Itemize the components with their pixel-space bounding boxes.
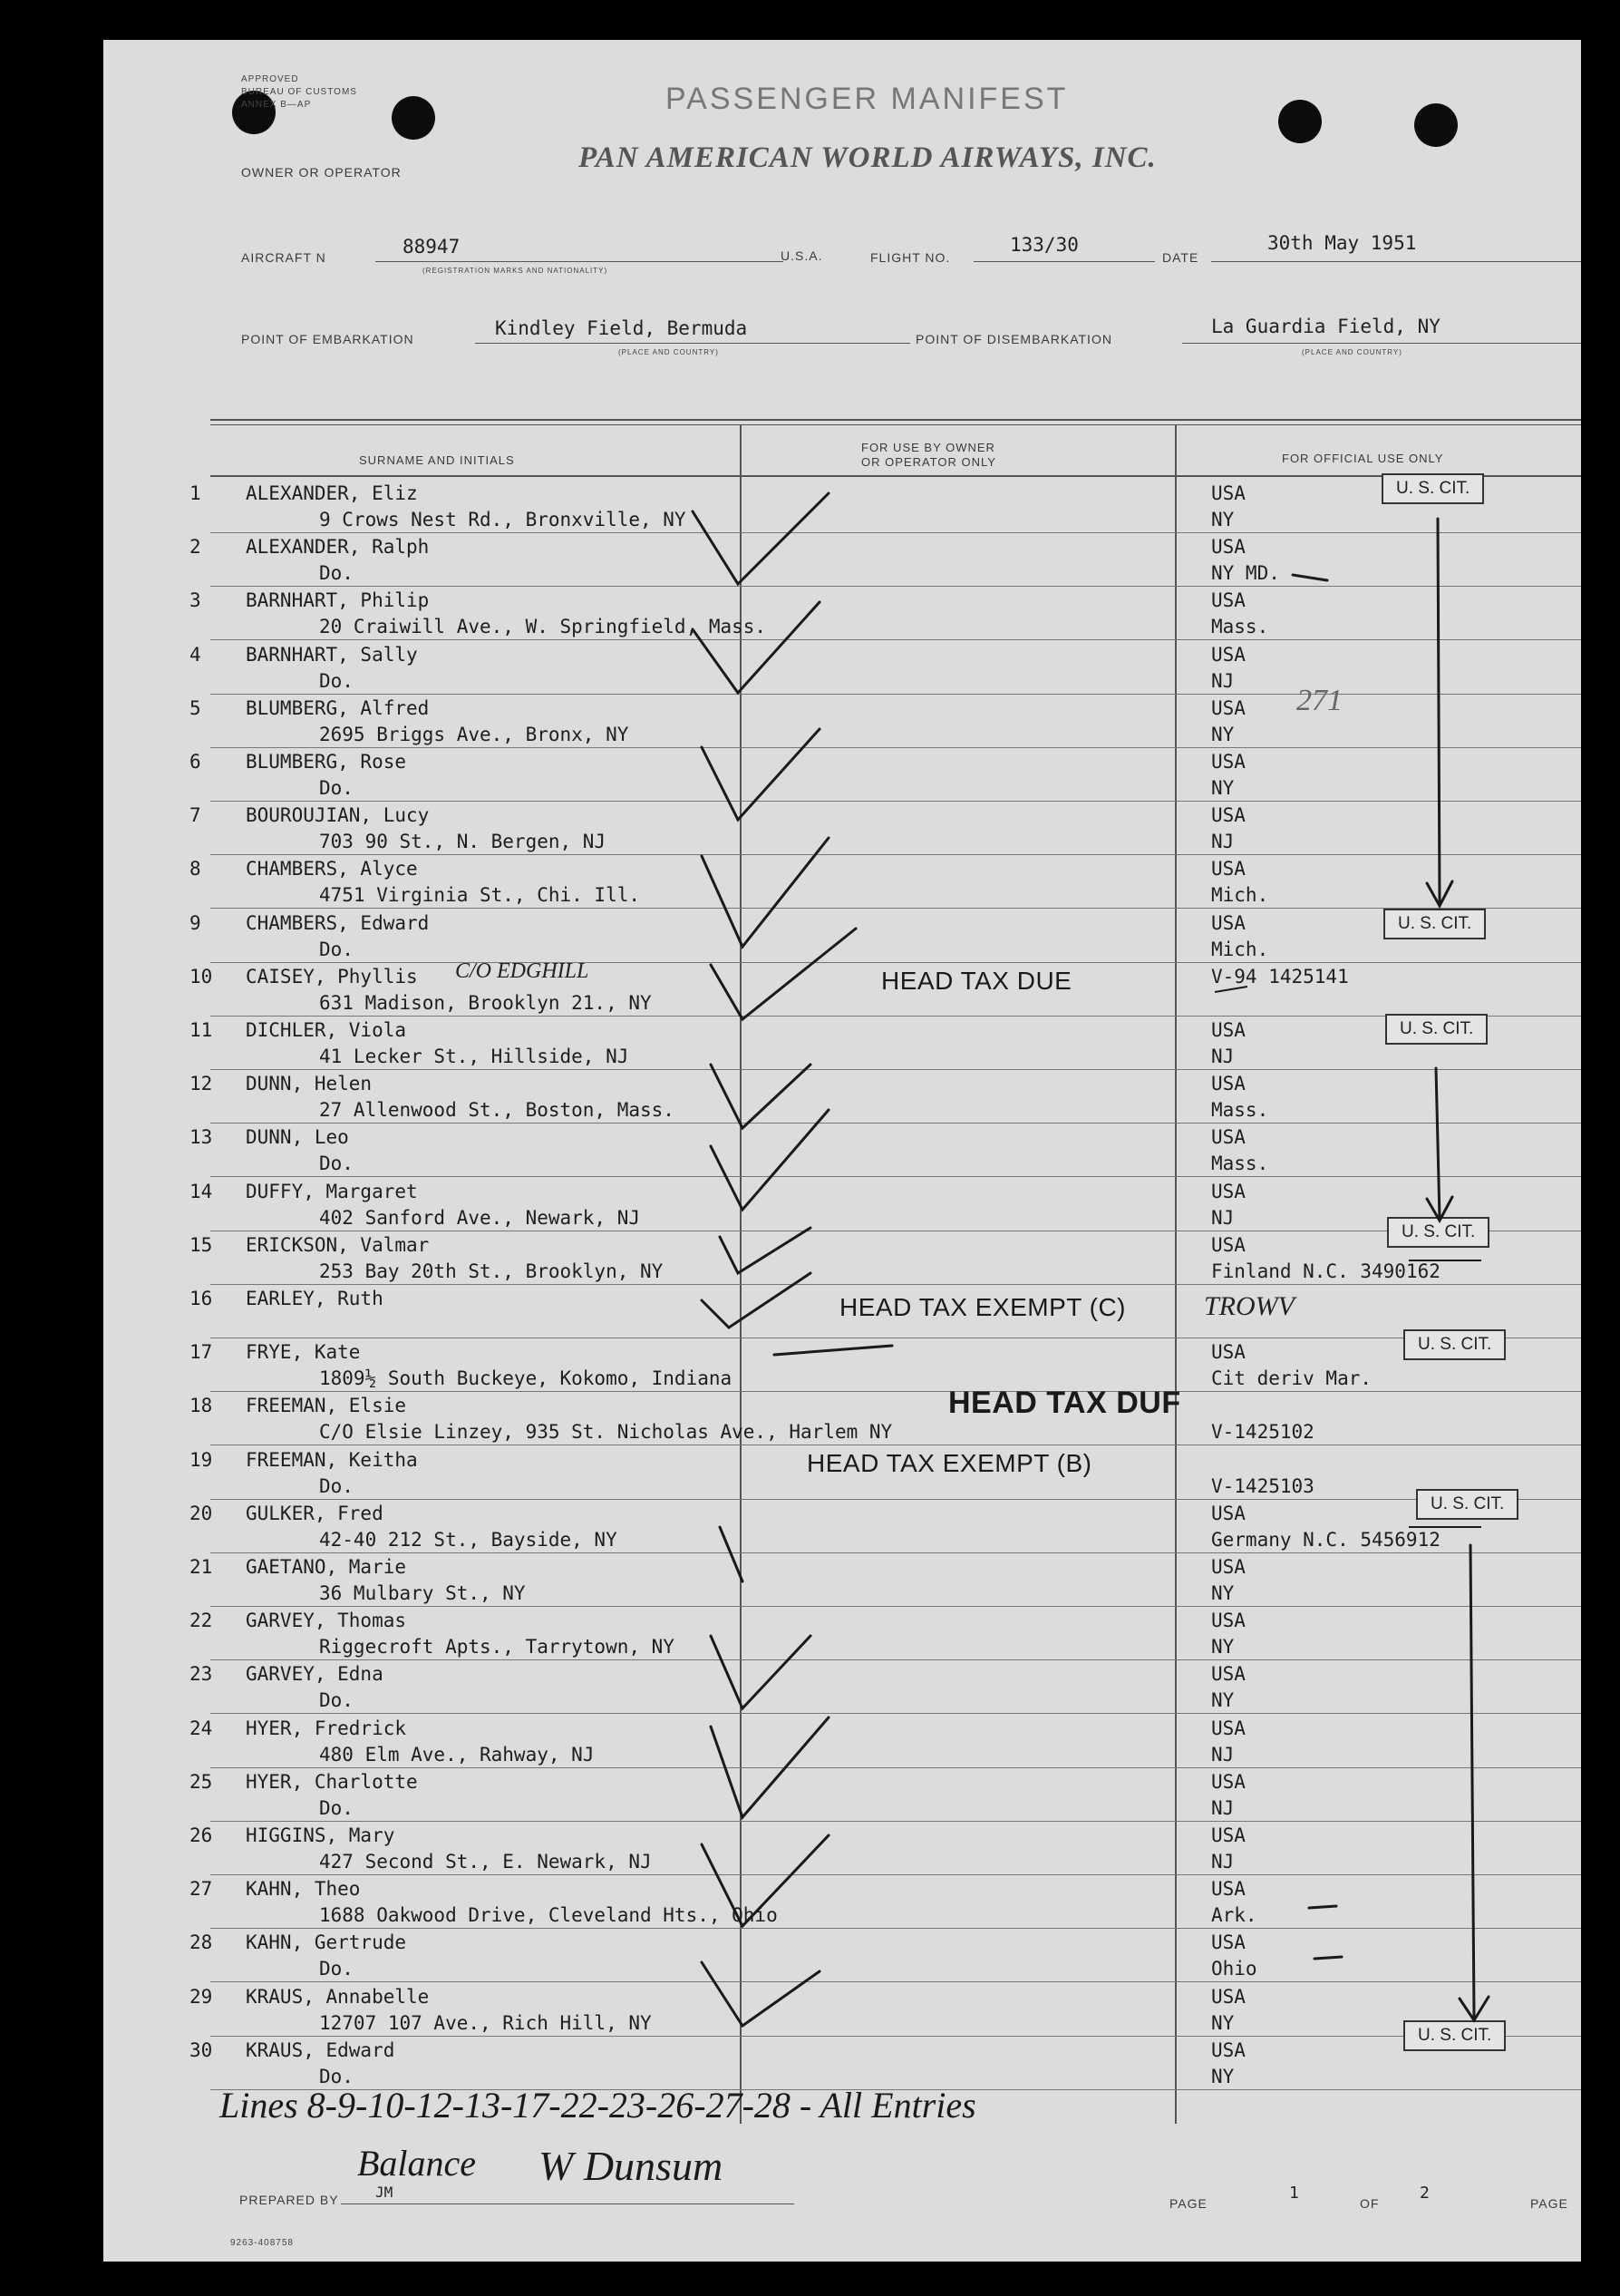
official-state: NY [1211, 777, 1235, 799]
official-nationality: USA [1211, 751, 1246, 773]
passenger-number: 4 [189, 643, 201, 666]
passenger-name: DUNN, Helen [246, 1073, 373, 1095]
passenger-name: KAHN, Theo [246, 1878, 361, 1901]
us-cit-stamp-2: U. S. CIT. [1383, 909, 1486, 939]
of-label: OF [1360, 2196, 1380, 2211]
official-nationality: USA [1211, 1610, 1246, 1632]
official-state: NY [1211, 2011, 1235, 2034]
passenger-number: 25 [189, 1770, 213, 1793]
passenger-number: 29 [189, 1985, 213, 2008]
official-state: NJ [1211, 1743, 1235, 1766]
embarkation-label: POINT OF EMBARKATION [241, 332, 414, 346]
official-state: NY MD. [1211, 562, 1280, 585]
handwritten-edghill: C/O EDGHILL [455, 959, 589, 983]
passenger-number: 13 [189, 1126, 213, 1149]
passenger-address: Do. [319, 669, 354, 692]
official-state: Ark. [1211, 1904, 1257, 1927]
official-nationality: USA [1211, 1556, 1246, 1578]
date-label: DATE [1162, 250, 1199, 265]
official-nationality: USA [1211, 858, 1246, 880]
aircraft-value: 88947 [403, 236, 461, 258]
official-nationality: USA [1211, 1985, 1246, 2008]
passenger-name: DUNN, Leo [246, 1126, 349, 1149]
handwritten-271: 271 [1296, 684, 1343, 717]
col-owner-header-2: OR OPERATOR ONLY [861, 455, 996, 469]
official-state: V-1425102 [1211, 1421, 1314, 1444]
passenger-name: DICHLER, Viola [246, 1019, 407, 1041]
head-tax-exempt-c-stamp: HEAD TAX EXEMPT (C) [839, 1293, 1126, 1321]
official-state: Mich. [1211, 884, 1269, 907]
passenger-address: 4751 Virginia St., Chi. Ill. [319, 884, 641, 907]
official-nationality: USA [1211, 1341, 1246, 1364]
handwritten-signature: W Dunsum [538, 2143, 723, 2189]
handwritten-line-notes: Lines 8-9-10-12-13-17-22-23-26-27-28 - All Entries [219, 2085, 976, 2126]
passenger-address: 36 Mulbary St., NY [319, 1582, 526, 1604]
approved-stamp-line-2: BUREAU OF CUSTOMS [241, 87, 357, 97]
passenger-name: BARNHART, Sally [246, 643, 418, 666]
passenger-number: 22 [189, 1610, 213, 1632]
passenger-name: ERICKSON, Valmar [246, 1233, 430, 1256]
passenger-number: 11 [189, 1019, 213, 1041]
passenger-address: 2695 Briggs Ave., Bronx, NY [319, 723, 629, 745]
page-title: PASSENGER MANIFEST [665, 82, 1069, 116]
official-nationality: USA [1211, 1663, 1246, 1686]
official-nationality: USA [1211, 536, 1246, 559]
flight-value: 133/30 [1010, 234, 1079, 256]
official-state: NY [1211, 1636, 1235, 1659]
head-tax-due-stamp-1: HEAD TAX DUE [881, 967, 1072, 995]
official-state: NJ [1211, 831, 1235, 853]
official-nationality: USA [1211, 589, 1246, 612]
official-state: NJ [1211, 669, 1235, 692]
passenger-number: 18 [189, 1395, 213, 1417]
passenger-name: GARVEY, Edna [246, 1663, 383, 1686]
passenger-name: BLUMBERG, Alfred [246, 696, 430, 719]
official-state: NJ [1211, 1851, 1235, 1873]
official-nationality: USA [1211, 1019, 1246, 1041]
passenger-name: CHAMBERS, Edward [246, 911, 430, 934]
passenger-number: 6 [189, 751, 201, 773]
official-state: NY [1211, 1582, 1235, 1604]
passenger-name: HYER, Fredrick [246, 1717, 407, 1739]
official-nationality: USA [1211, 1717, 1246, 1739]
passenger-name: HIGGINS, Mary [246, 1824, 395, 1846]
passenger-name: FREEMAN, Elsie [246, 1395, 407, 1417]
passenger-number: 19 [189, 1448, 213, 1471]
col-official-header: FOR OFFICIAL USE ONLY [1282, 452, 1444, 465]
passenger-address: 12707 107 Ave., Rich Hill, NY [319, 2011, 652, 2034]
approved-stamp-line-1: APPROVED [241, 74, 299, 84]
passenger-address: 1688 Oakwood Drive, Cleveland Hts., Ohio [319, 1904, 778, 1927]
passenger-address: Do. [319, 1474, 354, 1497]
manifest-sheet [103, 40, 1581, 2262]
prepared-by-label: PREPARED BY [239, 2193, 339, 2207]
embarkation-sublabel: (PLACE AND COUNTRY) [618, 348, 719, 356]
handwritten-balance: Balance [357, 2143, 477, 2184]
passenger-address: 20 Craiwill Ave., W. Springfield, Mass. [319, 616, 767, 638]
passenger-number: 15 [189, 1233, 213, 1256]
official-nationality: USA [1211, 911, 1246, 934]
us-cit-stamp-6: U. S. CIT. [1416, 1489, 1518, 1520]
disembarkation-label: POINT OF DISEMBARKATION [916, 332, 1112, 346]
official-nationality: USA [1211, 1824, 1246, 1846]
passenger-name: BARNHART, Philip [246, 589, 430, 612]
aircraft-label: AIRCRAFT N [241, 250, 326, 265]
passenger-number: 9 [189, 911, 201, 934]
passenger-address: 631 Madison, Brooklyn 21., NY [319, 991, 652, 1014]
passenger-address: Do. [319, 2065, 354, 2087]
official-state: NJ [1211, 1796, 1235, 1819]
passenger-number: 8 [189, 858, 201, 880]
official-nationality: USA [1211, 1502, 1246, 1524]
passenger-address: 1809½ South Buckeye, Kokomo, Indiana [319, 1367, 732, 1390]
col-owner-header-1: FOR USE BY OWNER [861, 441, 995, 454]
passenger-number: 5 [189, 696, 201, 719]
head-tax-exempt-b-stamp: HEAD TAX EXEMPT (B) [807, 1449, 1092, 1477]
official-nationality: USA [1211, 804, 1246, 827]
embarkation-value: Kindley Field, Bermuda [495, 317, 748, 339]
flight-label: FLIGHT NO. [870, 250, 951, 265]
official-nationality: USA [1211, 1180, 1246, 1202]
official-nationality: USA [1211, 643, 1246, 666]
airline-name: PAN AMERICAN WORLD AIRWAYS, INC. [578, 141, 1157, 174]
passenger-number: 17 [189, 1341, 213, 1364]
official-nationality: USA [1211, 1126, 1246, 1149]
of-value: 2 [1420, 2184, 1430, 2203]
passenger-number: 14 [189, 1180, 213, 1202]
passenger-number: 3 [189, 589, 201, 612]
passenger-name: CHAMBERS, Alyce [246, 858, 418, 880]
approved-stamp-line-3: ANNEX B—AP [241, 100, 312, 110]
owner-label: OWNER OR OPERATOR [241, 165, 402, 180]
passenger-address: 253 Bay 20th St., Brooklyn, NY [319, 1260, 664, 1282]
aircraft-sublabel: (REGISTRATION MARKS AND NATIONALITY) [422, 267, 608, 275]
official-state: Ohio [1211, 1958, 1257, 1980]
passenger-number: 30 [189, 2038, 213, 2061]
page-label-2: PAGE [1530, 2196, 1568, 2211]
disembarkation-sublabel: (PLACE AND COUNTRY) [1302, 348, 1402, 356]
passenger-number: 16 [189, 1288, 213, 1309]
passenger-name: GAETANO, Marie [246, 1556, 407, 1578]
official-nationality: USA [1211, 1233, 1246, 1256]
passenger-name: BLUMBERG, Rose [246, 751, 407, 773]
passenger-name: ALEXANDER, Eliz [246, 482, 418, 504]
passenger-number: 1 [189, 482, 201, 504]
aircraft-country: U.S.A. [781, 248, 823, 263]
passenger-name: EARLEY, Ruth [246, 1288, 383, 1309]
passenger-number: 24 [189, 1717, 213, 1739]
official-state: NY [1211, 2065, 1235, 2087]
page-label: PAGE [1169, 2196, 1208, 2211]
official-nationality: USA [1211, 1770, 1246, 1793]
passenger-address: 27 Allenwood St., Boston, Mass. [319, 1099, 674, 1122]
passenger-name: KRAUS, Annabelle [246, 1985, 430, 2008]
prepared-by-value: JM [375, 2184, 393, 2201]
official-nationality: USA [1211, 1931, 1246, 1954]
disembarkation-value: La Guardia Field, NY [1211, 316, 1441, 337]
passenger-address: 402 Sanford Ave., Newark, NJ [319, 1206, 641, 1229]
passenger-address: Do. [319, 1958, 354, 1980]
passenger-address: Riggecroft Apts., Tarrytown, NY [319, 1636, 674, 1659]
form-code: 9263-408758 [230, 2238, 294, 2248]
passenger-name: DUFFY, Margaret [246, 1180, 418, 1202]
official-state: NJ [1211, 1206, 1235, 1229]
official-nationality: USA [1211, 1073, 1246, 1095]
official-state: Finland N.C. 3490162 [1211, 1260, 1441, 1282]
handwritten-trowv: TROWV [1204, 1291, 1295, 1321]
official-nationality: USA [1211, 482, 1246, 504]
official-state: NY [1211, 509, 1235, 530]
passenger-number: 26 [189, 1824, 213, 1846]
passenger-address: Do. [319, 1796, 354, 1819]
official-nationality: USA [1211, 2038, 1246, 2061]
passenger-address: 480 Elm Ave., Rahway, NJ [319, 1743, 595, 1766]
passenger-address: 42-40 212 St., Bayside, NY [319, 1528, 617, 1551]
passenger-number: 10 [189, 965, 213, 987]
us-cit-stamp-7: U. S. CIT. [1403, 2020, 1506, 2051]
passenger-address: 9 Crows Nest Rd., Bronxville, NY [319, 509, 686, 530]
passenger-address: 427 Second St., E. Newark, NJ [319, 1851, 652, 1873]
passenger-name: KAHN, Gertrude [246, 1931, 407, 1954]
official-nationality: USA [1211, 1878, 1246, 1901]
official-state: Cit deriv Mar. [1211, 1367, 1373, 1390]
official-state: Germany N.C. 5456912 [1211, 1528, 1441, 1551]
official-state: Mass. [1211, 1153, 1269, 1175]
passenger-name: FRYE, Kate [246, 1341, 361, 1364]
passenger-name: GULKER, Fred [246, 1502, 383, 1524]
official-state: V-1425103 [1211, 1474, 1314, 1497]
passenger-address: Do. [319, 938, 354, 960]
page-value: 1 [1289, 2184, 1299, 2203]
official-state: Mich. [1211, 938, 1269, 960]
passenger-name: BOUROUJIAN, Lucy [246, 804, 430, 827]
col-surname-header: SURNAME AND INITIALS [359, 453, 515, 467]
passenger-name: KRAUS, Edward [246, 2038, 395, 2061]
passenger-address: 41 Lecker St., Hillside, NJ [319, 1046, 629, 1067]
passenger-address: Do. [319, 562, 354, 585]
official-state: Mass. [1211, 1099, 1269, 1122]
official-nationality: USA [1211, 696, 1246, 719]
official-state: Mass. [1211, 616, 1269, 638]
passenger-number: 21 [189, 1556, 213, 1578]
passenger-number: 28 [189, 1931, 213, 1954]
handwriting-overlay [103, 40, 1581, 2262]
passenger-address: Do. [319, 1153, 354, 1175]
official-state: NY [1211, 1689, 1235, 1712]
passenger-number: 23 [189, 1663, 213, 1686]
passenger-number: 27 [189, 1878, 213, 1901]
passenger-address: C/O Elsie Linzey, 935 St. Nicholas Ave., Harlem NY [319, 1421, 893, 1444]
passenger-address: 703 90 St., N. Bergen, NJ [319, 831, 606, 853]
passenger-number: 12 [189, 1073, 213, 1095]
passenger-number: 2 [189, 536, 201, 559]
us-cit-stamp-1: U. S. CIT. [1382, 473, 1484, 504]
us-cit-stamp-3: U. S. CIT. [1385, 1014, 1488, 1045]
official-nationality: V-94 1425141 [1211, 965, 1349, 987]
passenger-address: Do. [319, 1689, 354, 1712]
passenger-name: HYER, Charlotte [246, 1770, 418, 1793]
passenger-name: GARVEY, Thomas [246, 1610, 407, 1632]
passenger-number: 7 [189, 804, 201, 827]
passenger-number: 20 [189, 1502, 213, 1524]
us-cit-stamp-5: U. S. CIT. [1403, 1329, 1506, 1360]
official-state: NJ [1211, 1046, 1235, 1067]
passenger-address: Do. [319, 777, 354, 799]
passenger-name: FREEMAN, Keitha [246, 1448, 418, 1471]
date-value: 30th May 1951 [1267, 232, 1417, 254]
us-cit-stamp-4: U. S. CIT. [1387, 1217, 1489, 1248]
passenger-name: ALEXANDER, Ralph [246, 536, 430, 559]
official-state: NY [1211, 723, 1235, 745]
passenger-name: CAISEY, Phyllis [246, 965, 418, 987]
head-tax-due-stamp-2: HEAD TAX DUF [948, 1386, 1181, 1420]
